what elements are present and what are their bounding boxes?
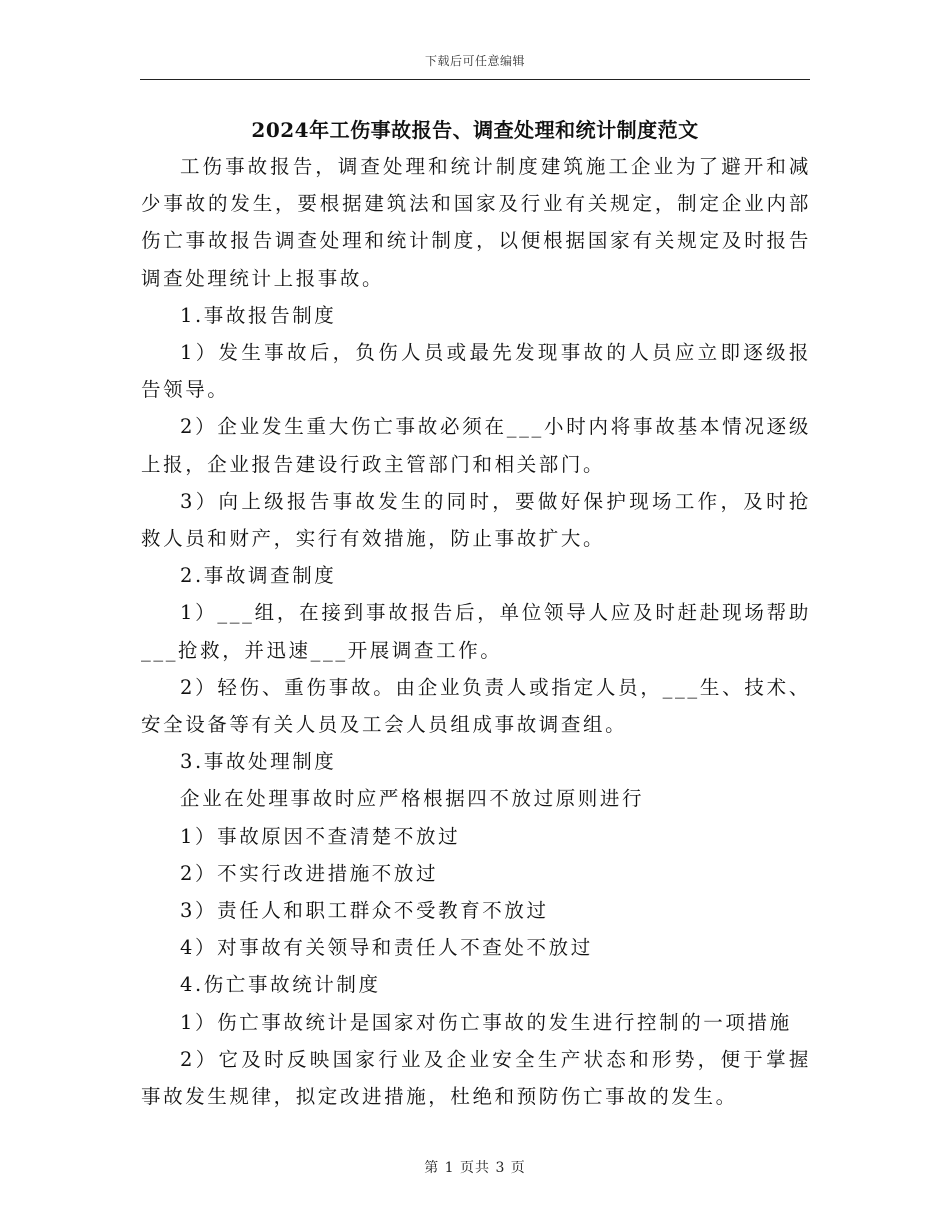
section-heading-statistics: 4.伤亡事故统计制度: [180, 973, 381, 997]
handling-item-1: 1）事故原因不查清楚不放过: [180, 824, 461, 848]
handling-intro: 企业在处理事故时应严格根据四不放过原则进行: [180, 787, 645, 811]
header-note: 下载后可任意编辑: [424, 54, 525, 68]
handling-item-3: 3）责任人和职工群众不受教育不放过: [180, 899, 549, 923]
report-item-1: 1）发生事故后，负伤人员或最先发现事故的人员应立即逐级报告领导。: [141, 341, 811, 402]
handling-item-4: 4）对事故有关领导和责任人不查处不放过: [180, 936, 593, 960]
section-heading-handling: 3.事故处理制度: [180, 750, 337, 774]
investigation-item-2: 2）轻伤、重伤事故。由企业负责人或指定人员，___生、技术、安全设备等有关人员及工会人员组成事故调查组。: [141, 675, 811, 737]
report-item-3: 3）向上级报告事故发生的同时，要做好保护现场工作，及时抢救人员和财产，实行有效措施，防止事故扩大。: [141, 489, 811, 551]
report-item-2: 2）企业发生重大伤亡事故必须在___小时内将事故基本情况逐级上报，企业报告建设行政主管部门和相关部门。: [141, 415, 811, 476]
statistics-item-1: 1）伤亡事故统计是国家对伤亡事故的发生进行控制的一项措施: [180, 1010, 792, 1034]
intro-paragraph: 工伤事故报告，调查处理和统计制度建筑施工企业为了避开和减少事故的发生，要根据建筑法和国家及行业有关规定，制定企业内部伤亡事故报告调查处理和统计制度，以便根据国家有关规定及时报告调查处理统计上报事故。: [141, 155, 811, 290]
investigation-item-1: 1）___组，在接到事故报告后，单位领导人应及时赶赴现场帮助___抢救，并迅速___开展调查工作。: [141, 601, 811, 662]
statistics-item-2: 2）它及时反映国家行业及企业安全生产状态和形势，便于掌握事故发生规律，拟定改进措施，杜绝和预防伤亡事故的发生。: [141, 1047, 811, 1109]
document-title: 2024年工伤事故报告、调查处理和统计制度范文: [251, 118, 699, 142]
section-heading-report: 1.事故报告制度: [180, 303, 337, 327]
section-heading-investigation: 2.事故调查制度: [180, 564, 337, 588]
handling-item-2: 2）不实行改进措施不放过: [180, 861, 439, 885]
page-number: 第 1 页共 3 页: [424, 1160, 526, 1176]
document-body: [141, 148, 811, 1115]
header-divider: [140, 79, 810, 80]
